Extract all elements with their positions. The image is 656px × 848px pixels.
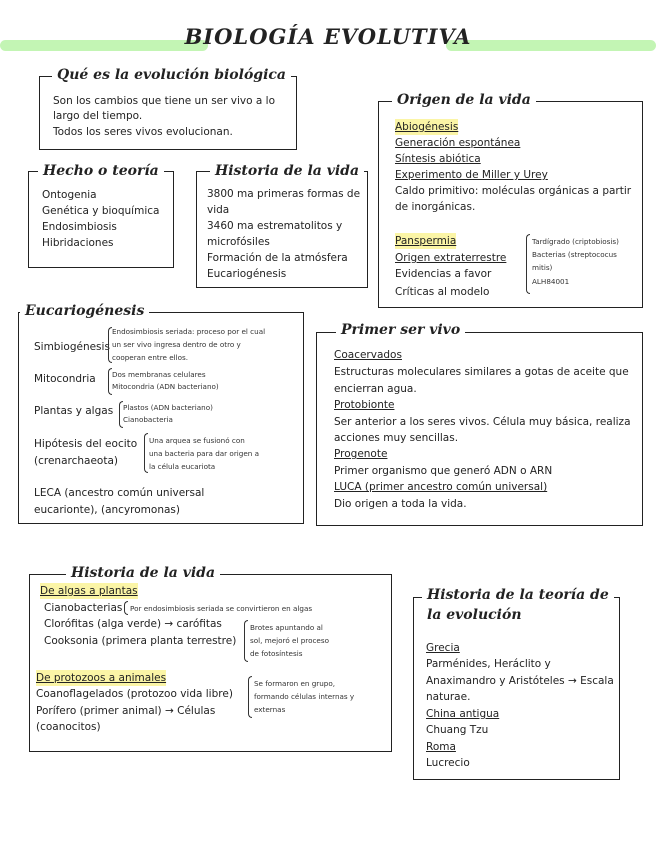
origen-item: Síntesis abiótica xyxy=(395,153,481,165)
que-es-line: Todos los seres vivos evolucionan. xyxy=(53,126,233,138)
plantas-label: Plantas y algas xyxy=(34,405,114,417)
historia1-heading: Historia de la vida xyxy=(210,162,364,180)
grupo-note: externas xyxy=(254,705,286,714)
mito-note: Mitocondria (ADN bacteriano) xyxy=(112,382,219,391)
hecho-item: Genética y bioquímica xyxy=(42,205,160,217)
historia1-item: Formación de la atmósfera xyxy=(207,252,348,264)
que-es-line: largo del tiempo. xyxy=(53,110,143,122)
mito-label: Mitocondria xyxy=(34,373,96,385)
que-es-heading: Qué es la evolución biológica xyxy=(52,66,291,84)
historia2-heading: Historia de la vida xyxy=(66,564,220,582)
abiogenesis-label: Abiogénesis xyxy=(395,121,459,133)
hecho-item: Hibridaciones xyxy=(42,237,114,249)
ciano-brace xyxy=(124,601,128,615)
roma-label: Roma xyxy=(426,741,456,753)
brotes-note: Brotes apuntando al xyxy=(250,623,323,632)
historia1-item: vida xyxy=(207,204,230,216)
coac-desc: encierran agua. xyxy=(334,383,417,395)
origen-note: Bacterias (streptococus xyxy=(532,250,617,259)
criticas-label: Críticas al modelo xyxy=(395,286,490,298)
prog-desc: Primer organismo que generó ADN o ARN xyxy=(334,465,553,477)
eocito-note: Una arquea se fusionó con xyxy=(149,436,245,445)
caldo-line: de inorgánicas. xyxy=(395,201,476,213)
origen-item: Generación espontánea xyxy=(395,137,521,149)
hecho-item: Ontogenia xyxy=(42,189,97,201)
chuang-label: Chuang Tzu xyxy=(426,724,489,736)
simbio-note: Endosimbiosis seriada: proceso por el cual xyxy=(112,327,266,336)
coacervados-label: Coacervados xyxy=(334,349,402,361)
hecho-item: Endosimbiosis xyxy=(42,221,117,233)
grupo-note: Se formaron en grupo, xyxy=(254,679,336,688)
leca-line: LECA (ancestro común universal xyxy=(34,487,205,499)
primer-heading: Primer ser vivo xyxy=(336,321,465,339)
coanoc-label: (coanocitos) xyxy=(36,721,101,733)
historia1-item: Eucariogénesis xyxy=(207,268,287,280)
caldo-line: Caldo primitivo: moléculas orgánicas a partir xyxy=(395,185,632,197)
progenote-label: Progenote xyxy=(334,448,388,460)
coano-label: Coanoflagelados (protozoo vida libre) xyxy=(36,688,233,700)
grecia-line: naturae. xyxy=(426,691,471,703)
mito-note: Dos membranas celulares xyxy=(112,370,206,379)
eucario-heading: Eucariogénesis xyxy=(20,302,149,320)
cook-label: Cooksonia (primera planta terrestre) xyxy=(44,635,237,647)
plantas-note: Cianobacteria xyxy=(123,415,173,424)
cloro-label: Clorófitas (alga verde) → carófitas xyxy=(44,618,222,630)
grecia-line: Parménides, Heráclito y xyxy=(426,658,551,670)
origen-note: mitis) xyxy=(532,263,553,272)
coac-desc: Estructuras moleculares similares a gotas de aceite que xyxy=(334,366,629,378)
protobionte-label: Protobionte xyxy=(334,399,395,411)
grecia-label: Grecia xyxy=(426,642,460,654)
brotes-note: de fotosíntesis xyxy=(250,649,303,658)
plantas-note: Plastos (ADN bacteriano) xyxy=(123,403,213,412)
proto-desc: Ser anterior a los seres vivos. Célula muy básica, realiza xyxy=(334,416,631,428)
teoria-heading: Historia de la teoría de xyxy=(422,586,614,604)
historia1-item: 3800 ma primeras formas de xyxy=(207,188,361,200)
proto-desc: acciones muy sencillas. xyxy=(334,432,459,444)
eocito-brace xyxy=(144,433,148,473)
grecia-line: Anaximandro y Aristóteles → Escala xyxy=(426,675,614,687)
simbio-label: Simbiogénesis xyxy=(34,341,110,353)
teoria-heading: la evolución xyxy=(422,606,527,624)
historia1-item: 3460 ma estrematolitos y xyxy=(207,220,343,232)
proto-heading: De protozoos a animales xyxy=(36,672,167,684)
eocito-note: la célula eucariota xyxy=(149,462,216,471)
origen-heading: Origen de la vida xyxy=(392,91,536,109)
eocito-label: Hipótesis del eocito xyxy=(34,438,138,450)
origen-brace xyxy=(526,234,530,294)
algas-heading: De algas a plantas xyxy=(40,585,138,597)
historia1-item: microfósiles xyxy=(207,236,270,248)
luca-label: LUCA (primer ancestro común universal) xyxy=(334,481,548,493)
ciano-note: Por endosimbiosis seriada se convirtieron en algas xyxy=(130,604,313,613)
grupo-brace xyxy=(248,676,252,718)
brotes-note: sol, mejoró el proceso xyxy=(250,636,329,645)
china-label: China antigua xyxy=(426,708,500,720)
porif-label: Porífero (primer animal) → Células xyxy=(36,705,216,717)
brotes-brace xyxy=(244,620,248,662)
que-es-line: Son los cambios que tiene un ser vivo a lo xyxy=(53,95,275,107)
hecho-heading: Hecho o teoría xyxy=(38,162,164,180)
origen-ext-label: Origen extraterrestre xyxy=(395,252,507,264)
evidencias-label: Evidencias a favor xyxy=(395,268,492,280)
eocito-note: una bacteria para dar origen a xyxy=(149,449,259,458)
page-title: BIOLOGÍA EVOLUTIVA xyxy=(184,24,472,49)
luca-desc: Dio origen a toda la vida. xyxy=(334,498,467,510)
ciano-label: Cianobacterias xyxy=(44,602,123,614)
simbio-note: un ser vivo ingresa dentro de otro y xyxy=(112,340,241,349)
lucrecio-label: Lucrecio xyxy=(426,757,470,769)
origen-item: Experimento de Miller y Urey xyxy=(395,169,548,181)
leca-line: eucarionte), (ancyromonas) xyxy=(34,504,180,516)
grupo-note: formando células internas y xyxy=(254,692,355,701)
panspermia-label: Panspermia xyxy=(395,235,457,247)
origen-note: ALH84001 xyxy=(532,277,570,286)
eocito-label: (crenarchaeota) xyxy=(34,455,118,467)
origen-note: Tardígrado (criptobiosis) xyxy=(532,237,619,246)
simbio-note: cooperan entre ellos. xyxy=(112,353,189,362)
